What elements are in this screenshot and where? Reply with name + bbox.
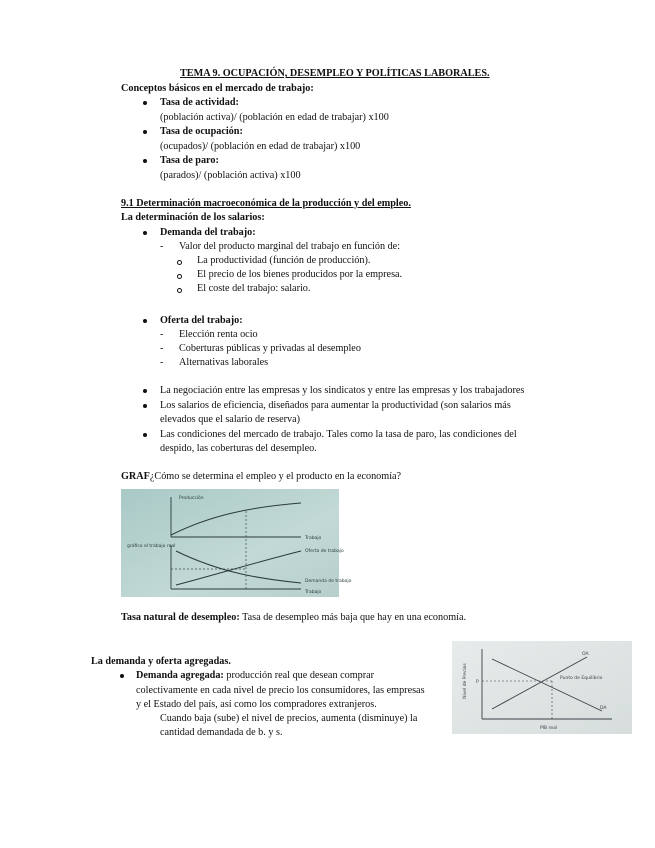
graph1-label: Oferta de trabajo bbox=[305, 549, 344, 554]
basics-heading: Conceptos básicos en el mercado de trabajo: bbox=[121, 83, 314, 94]
graph2-label: Punto de Equilibrio bbox=[560, 676, 603, 681]
bullet-icon bbox=[143, 319, 147, 323]
section-heading: 9.1 Determinación macroeconómica de la producción y del empleo. bbox=[121, 198, 411, 209]
graf-label: GRAF bbox=[121, 471, 150, 482]
graf-question: ¿Cómo se determina el empleo y el producto en la economía? bbox=[149, 471, 402, 482]
aggregate-demand-text: cantidad demandada de b. y s. bbox=[160, 727, 283, 738]
basics-item-label: Tasa de actividad: bbox=[160, 97, 239, 108]
bullet-icon bbox=[143, 130, 147, 134]
aggregate-demand-line bbox=[136, 670, 374, 681]
circle-bullet-icon bbox=[177, 260, 182, 265]
natural-rate-text: Tasa de desempleo más baja que hay en una economía. bbox=[239, 612, 467, 623]
wage-factor: despido, las coberturas del desempleo. bbox=[160, 443, 317, 454]
supply-item: Elección renta ocio bbox=[179, 329, 258, 340]
aggregate-demand-text: colectivamente en cada nivel de precio los consumidores, las empresas bbox=[136, 685, 425, 696]
graph2-label: Nivel de Precios bbox=[463, 663, 468, 699]
graph2-label: DA bbox=[600, 706, 607, 711]
bullet-icon bbox=[143, 389, 147, 393]
graph1-label: Producción bbox=[179, 496, 204, 501]
dash-icon: - bbox=[160, 241, 164, 252]
aggregate-demand-text: y el Estado del país, así como los compradores extranjeros. bbox=[136, 699, 377, 710]
wage-factor: La negociación entre las empresas y los sindicatos y entre las empresas y los trabajadores bbox=[160, 385, 525, 396]
dash-icon: - bbox=[160, 329, 164, 340]
graf-line bbox=[121, 471, 401, 482]
aggregate-demand-label: Demanda agregada: bbox=[136, 670, 224, 681]
page-title: TEMA 9. OCUPACIÓN, DESEMPLEO Y POLÍTICAS LABORALES. bbox=[180, 68, 490, 79]
aggregate-demand-text: Cuando baja (sube) el nivel de precios, aumenta (disminuye) la bbox=[160, 713, 418, 724]
graph1-label: Trabajo bbox=[305, 590, 322, 595]
demand-label: Demanda del trabajo: bbox=[160, 227, 256, 238]
circle-bullet-icon bbox=[177, 274, 182, 279]
basics-item-formula: (ocupados)/ (población en edad de trabajar) x100 bbox=[160, 141, 361, 152]
aggregate-heading: La demanda y oferta agregadas. bbox=[91, 656, 231, 667]
bullet-icon bbox=[120, 674, 124, 678]
wage-factor: elevados que el salario de reserva) bbox=[160, 414, 301, 425]
aggregate-demand-text: producción real que desean comprar bbox=[223, 670, 375, 681]
graph2-label: OA bbox=[582, 652, 589, 657]
bullet-icon bbox=[143, 101, 147, 105]
graph1-label: Trabajo bbox=[305, 536, 322, 541]
graph2-label: P bbox=[476, 680, 479, 685]
aggregate-supply-demand-graph-photo bbox=[452, 641, 632, 734]
section-subheading: La determinación de los salarios: bbox=[121, 212, 265, 223]
supply-item: Alternativas laborales bbox=[179, 357, 269, 368]
circle-bullet-icon bbox=[177, 288, 182, 293]
dash-icon: - bbox=[160, 357, 164, 368]
demand-sub-item: El coste del trabajo: salario. bbox=[197, 283, 311, 294]
basics-item-formula: (población activa)/ (población en edad de trabajar) x100 bbox=[160, 112, 389, 123]
basics-item-label: Tasa de ocupación: bbox=[160, 126, 243, 137]
demand-sub-item: El precio de los bienes producidos por la empresa. bbox=[197, 269, 403, 280]
natural-rate-label: Tasa natural de desempleo: bbox=[121, 612, 240, 623]
basics-item-label: Tasa de paro: bbox=[160, 155, 219, 166]
supply-item: Coberturas públicas y privadas al desempleo bbox=[179, 343, 361, 354]
graph2-label: PIB real bbox=[540, 726, 558, 731]
supply-label: Oferta del trabajo: bbox=[160, 315, 243, 326]
graph1-label: gráfico el trabajo real bbox=[127, 544, 176, 549]
demand-sub-item: La productividad (función de producción). bbox=[197, 255, 371, 266]
demand-line: Valor del producto marginal del trabajo en función de: bbox=[179, 241, 401, 252]
wage-factor: Las condiciones del mercado de trabajo. Tales como la tasa de paro, las condiciones del bbox=[160, 429, 517, 440]
bullet-icon bbox=[143, 231, 147, 235]
bullet-icon bbox=[143, 404, 147, 408]
bullet-icon bbox=[143, 433, 147, 437]
basics-item-formula: (parados)/ (población activa) x100 bbox=[160, 170, 301, 181]
wage-factor: Los salarios de eficiencia, diseñados para aumentar la productividad (son salarios más bbox=[160, 400, 511, 411]
natural-rate-line bbox=[121, 612, 466, 623]
dash-icon: - bbox=[160, 343, 164, 354]
graph1-label: Demanda de trabajo bbox=[305, 579, 352, 584]
employment-output-graph-photo bbox=[121, 489, 352, 597]
bullet-icon bbox=[143, 159, 147, 163]
